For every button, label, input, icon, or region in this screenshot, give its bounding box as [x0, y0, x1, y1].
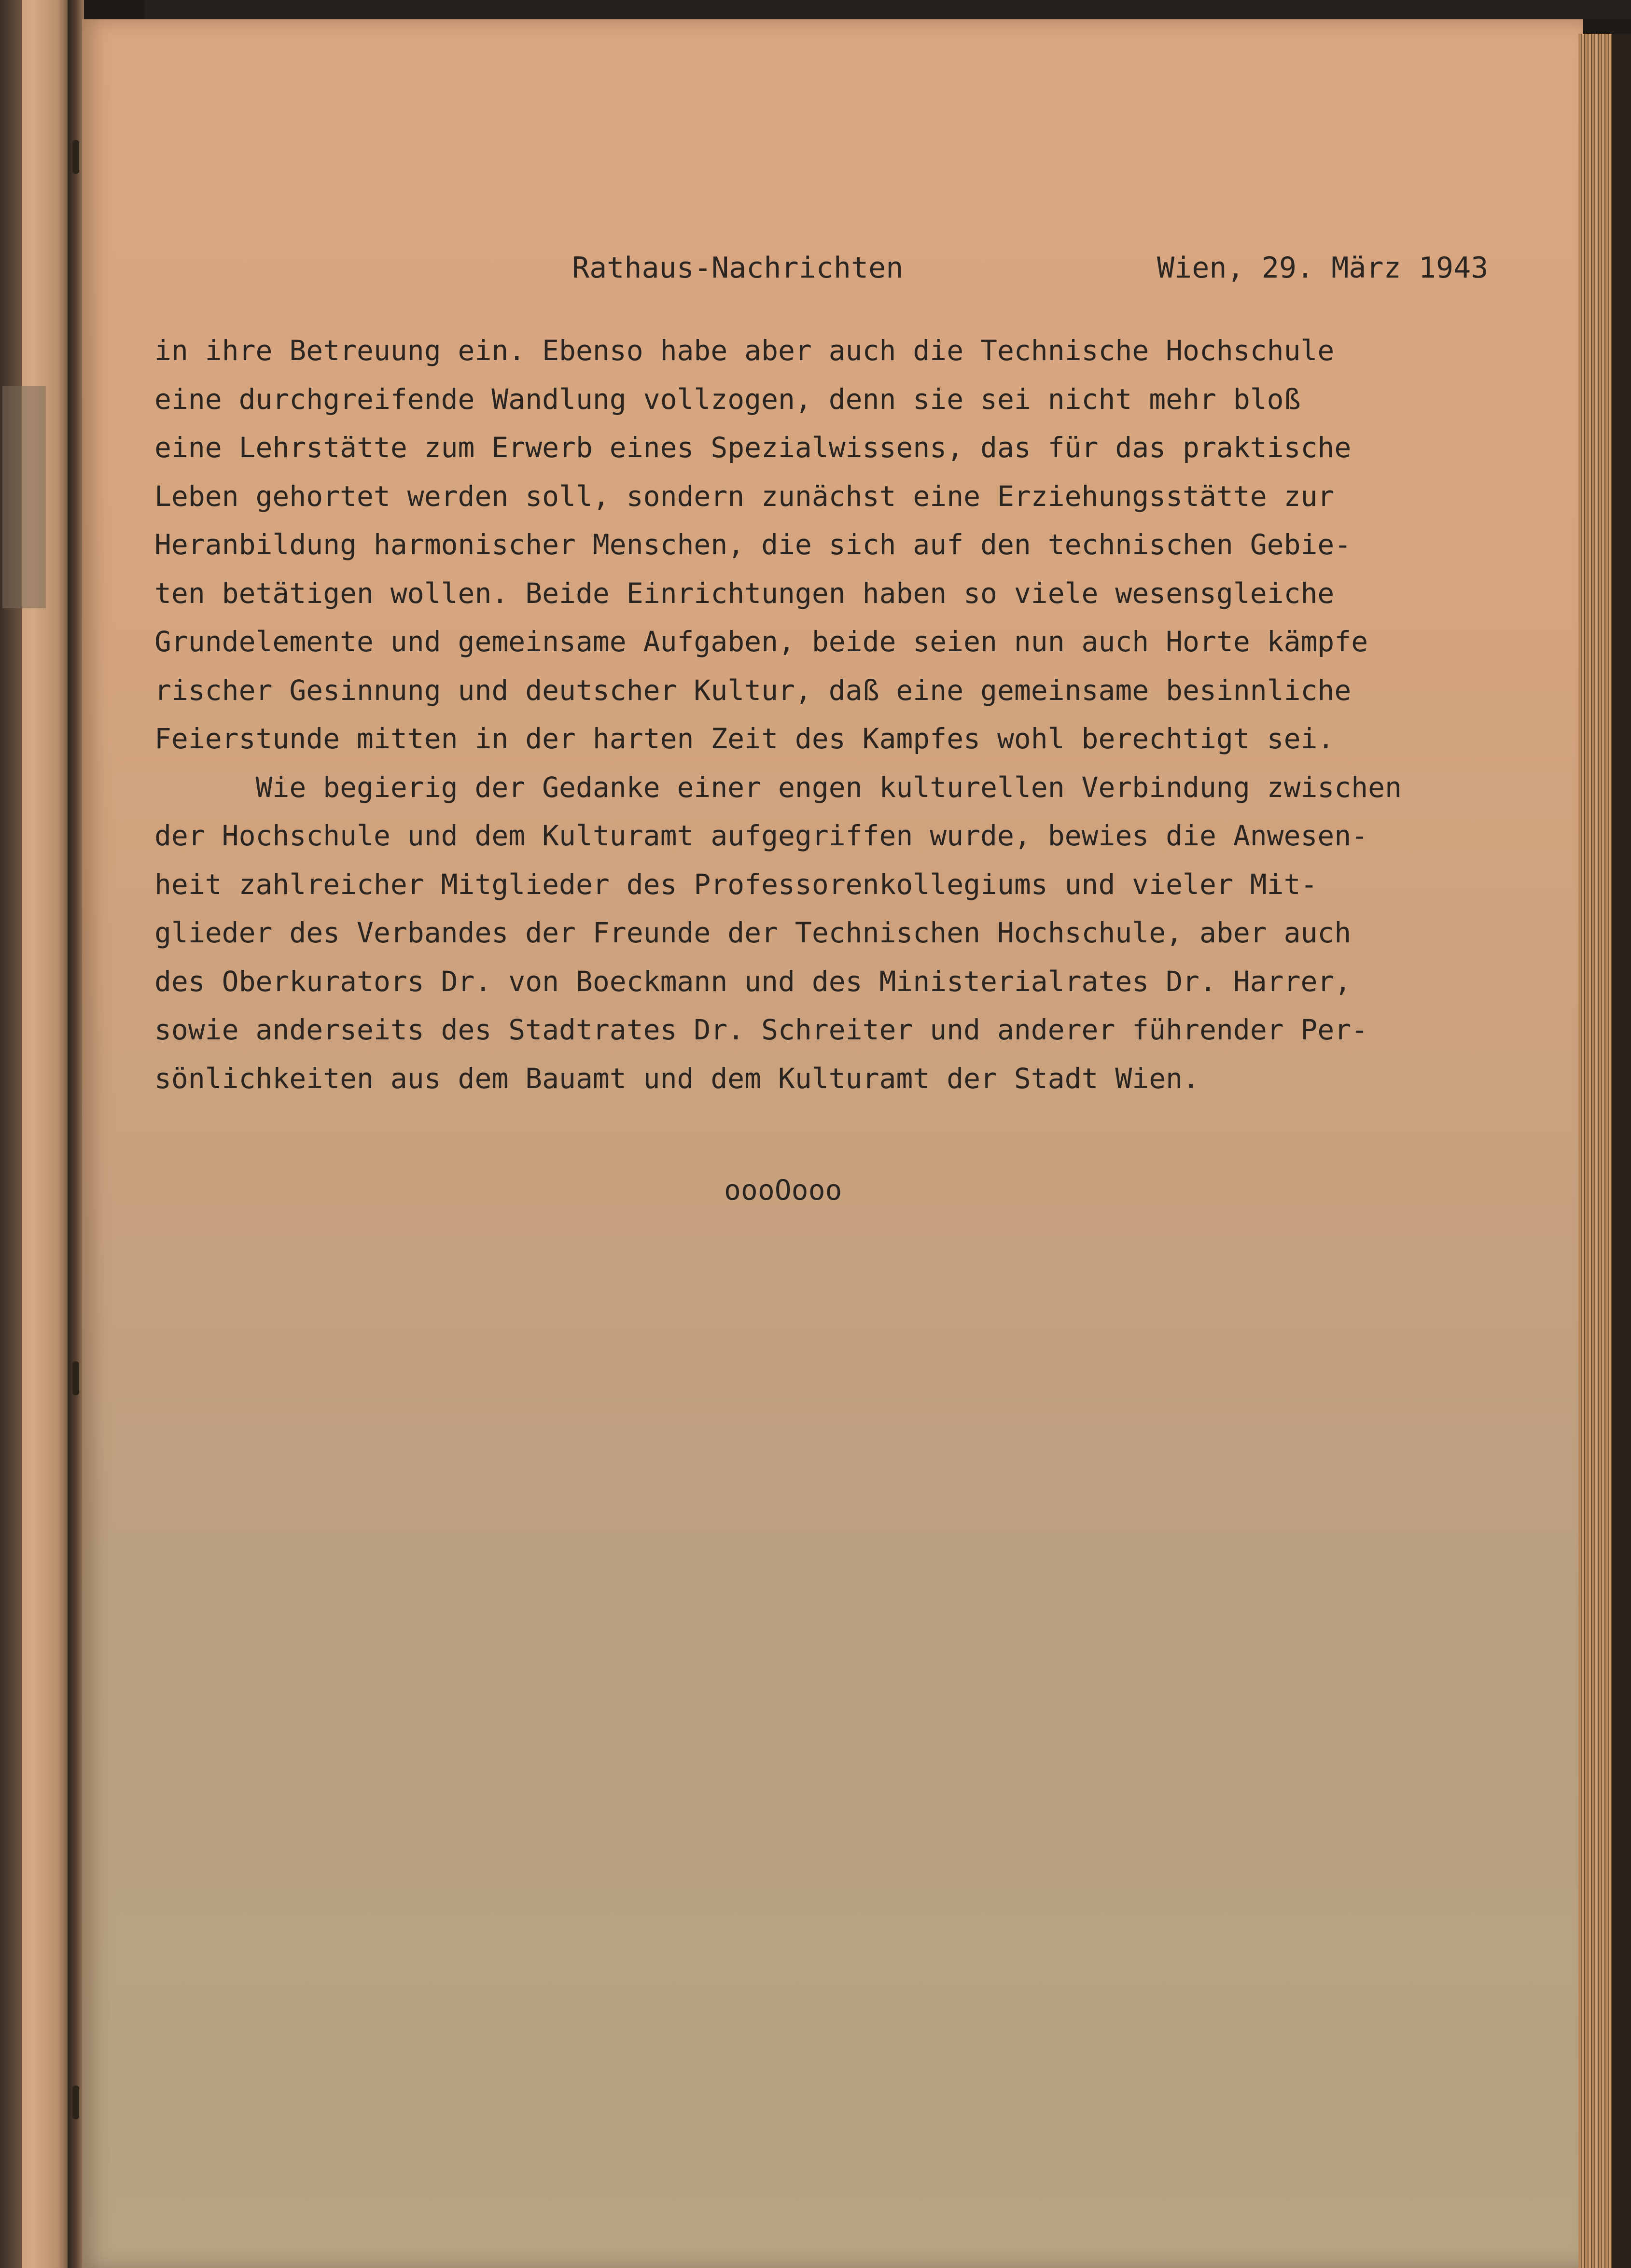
text-line: der Hochschule und dem Kulturamt aufgegriffen wurde, bewies die Anwesen-: [154, 819, 1368, 852]
binding-gutter: [68, 0, 84, 2268]
binding-stitch: [72, 2086, 79, 2119]
section-separator: oooOooo: [724, 1174, 842, 1206]
text-line: Feierstunde mitten in der harten Zeit des Kampfes wohl berechtigt sei.: [154, 722, 1335, 755]
text-line: ten betätigen wollen. Beide Einrichtungen haben so viele wesensgleiche: [154, 576, 1335, 610]
date-line: Wien, 29. März 1943: [1157, 251, 1489, 285]
text-line: in ihre Betreuung ein. Ebenso habe aber auch die Technische Hochschule: [154, 334, 1335, 367]
text-line: eine Lehrstätte zum Erwerb eines Spezialwissens, das für das praktische: [154, 431, 1352, 464]
text-line: sowie anderseits des Stadtrates Dr. Schreiter und anderer führender Per-: [154, 1013, 1368, 1046]
text-line: glieder des Verbandes der Freunde der Technischen Hochschule, aber auch: [154, 916, 1352, 949]
text-line: Wie begierig der Gedanke einer engen kulturellen Verbindung zwischen: [154, 770, 1402, 804]
text-line: sönlichkeiten aus dem Bauamt und dem Kulturamt der Stadt Wien.: [154, 1062, 1199, 1095]
text-line: rischer Gesinnung und deutscher Kultur, daß eine gemeinsame besinnliche: [154, 673, 1352, 707]
text-line: Leben gehortet werden soll, sondern zunächst eine Erziehungsstätte zur: [154, 479, 1335, 513]
text-line: des Oberkurators Dr. von Boeckmann und des Ministerialrates Dr. Harrer,: [154, 965, 1352, 998]
text-line: heit zahlreicher Mitglieder des Professorenkollegiums und vieler Mit-: [154, 868, 1318, 901]
page-stack-edges: [1578, 34, 1612, 2268]
scanner-background: [145, 0, 1631, 19]
stray-mark: [2, 386, 46, 608]
text-line: Heranbildung harmonischer Menschen, die sich auf den technischen Gebie-: [154, 528, 1352, 561]
binding-stitch: [72, 1361, 79, 1395]
body-text: [154, 326, 1583, 1103]
publication-title: Rathaus-Nachrichten: [572, 251, 904, 285]
text-line: eine durchgreifende Wandlung vollzogen, denn sie sei nicht mehr bloß: [154, 382, 1301, 416]
binding-stitch: [72, 140, 79, 174]
left-shadow: [0, 0, 22, 2268]
text-line: Grundelemente und gemeinsame Aufgaben, beide seien nun auch Horte kämpfe: [154, 625, 1368, 658]
right-shadow: [1612, 34, 1631, 2268]
